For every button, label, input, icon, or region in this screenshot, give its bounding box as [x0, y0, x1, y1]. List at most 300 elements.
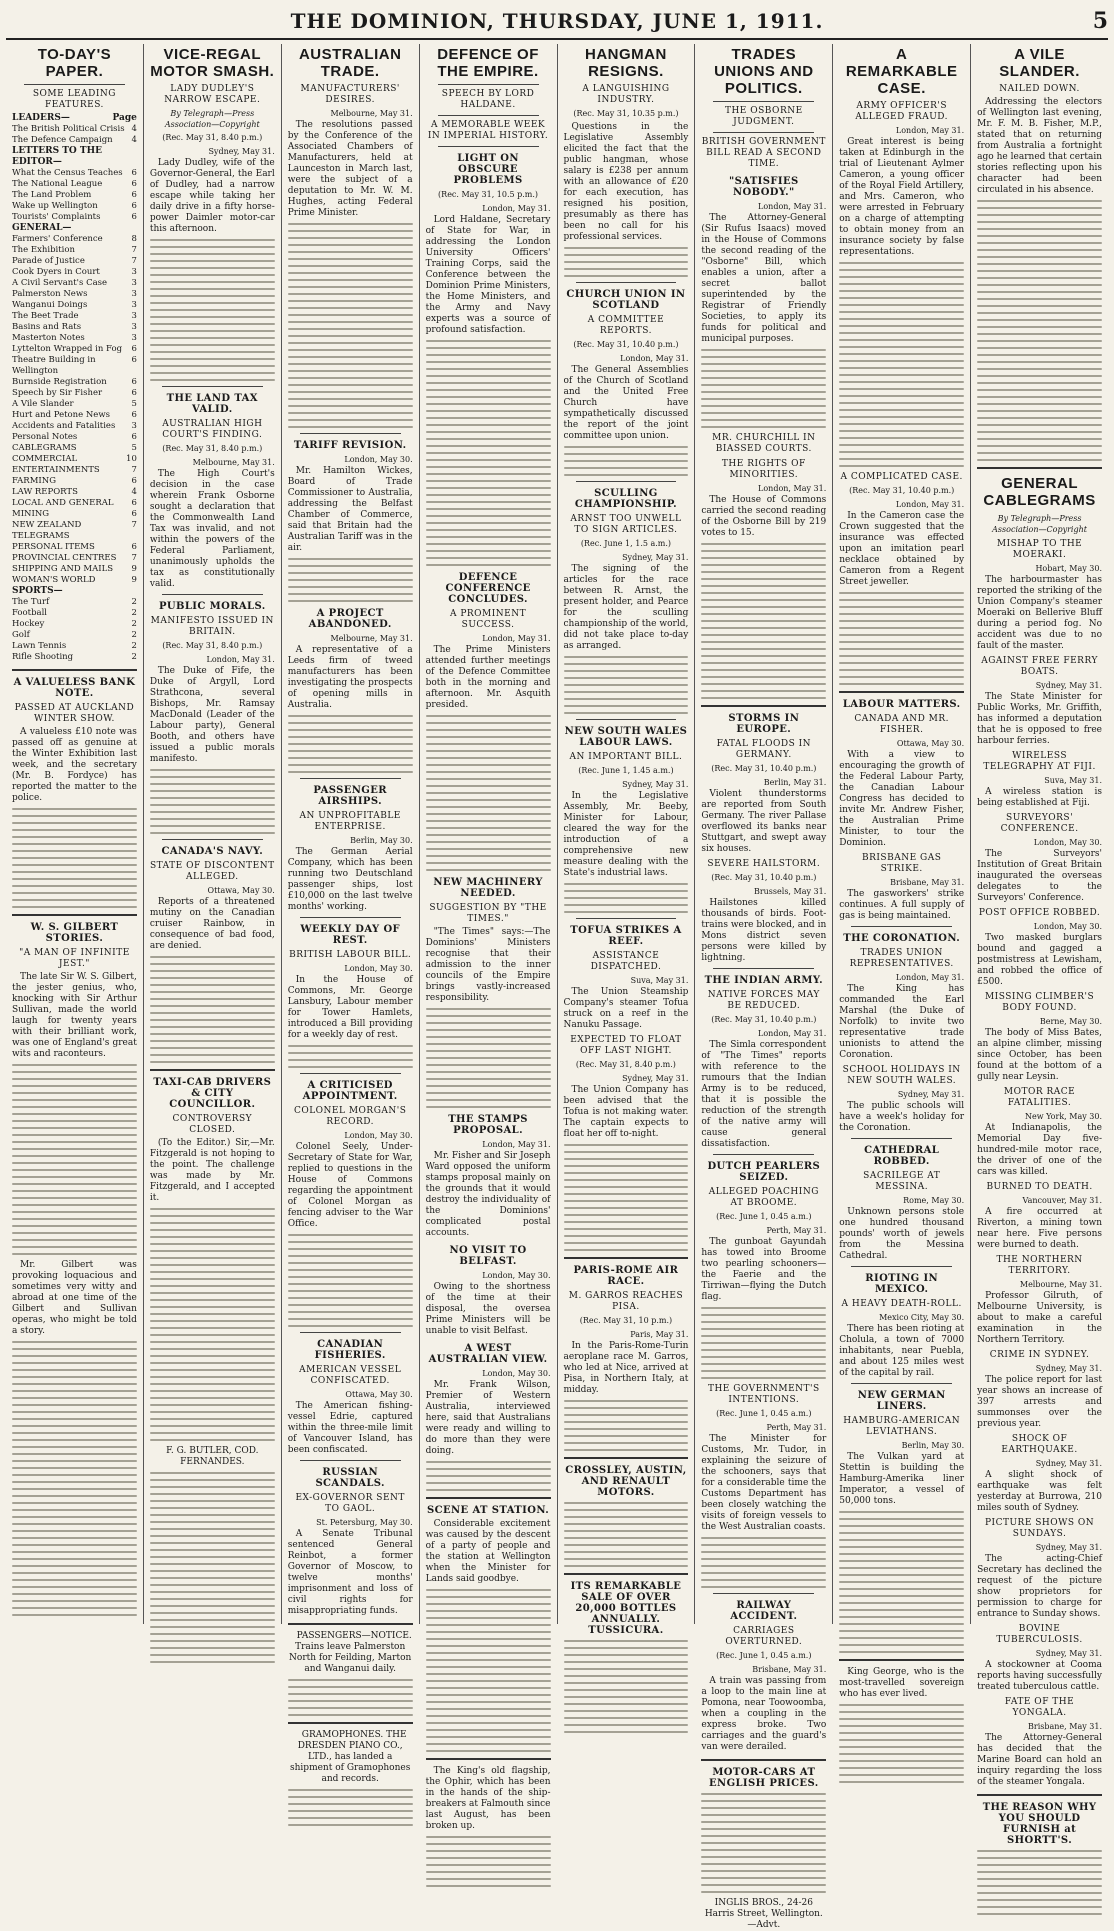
article-text: The Union Steamship Company's steamer Tofua struck on a reef in the Nanuku Passage.: [563, 987, 689, 1030]
article-heading: PUBLIC MORALS.: [158, 601, 266, 612]
contents-index-row: [12, 212, 137, 223]
contents-index-page: 6: [131, 168, 137, 178]
dateline: London, May 31.: [895, 500, 965, 509]
contents-index-page: 10: [126, 454, 137, 464]
article-subheading: A HEAVY DEATH-ROLL.: [841, 1299, 962, 1309]
article-text: In the House of Commons, Mr. George Lansbury, Labour member for Tower Hamlets, introduced a Bill providing for a weekly day of rest.: [287, 975, 413, 1040]
article-text: Mr. Frank Wilson, Premier of Western Australia, interviewed here, said that Australians were ready and willing to do more than they were doing.: [425, 1380, 551, 1456]
dateline: Sydney, May 31.: [622, 780, 689, 789]
contents-index-page: 6: [131, 190, 137, 200]
contents-index-title: Rifle Shooting: [12, 652, 74, 662]
article-subheading: ASSISTANCE DISPATCHED.: [590, 951, 662, 972]
article-text: Owing to the shortness of the time at their disposal, the oversea Prime Ministers will be unable to visit Belfast.: [425, 1282, 551, 1336]
article-text: The Prime Ministers attended further meetings of the Defence Committee both in the morning and afternoon. Mr. Asquith presided.: [425, 645, 551, 710]
article-text: At Indianapolis, the Memorial Day five-hundred-mile motor race, the driver of one of the cars was killed.: [977, 1123, 1102, 1177]
article-text: The Vulkan yard at Stettin is building the Hamburg-Amerika liner Imperator, a vessel of 50,000 tons.: [839, 1452, 965, 1506]
contents-index-page: 2: [131, 597, 137, 607]
contents-index-title: Palmerston News: [12, 289, 88, 299]
article-subheading: BURNED TO DEATH.: [986, 1182, 1093, 1192]
dateline: New York, May 30.: [1024, 1112, 1102, 1121]
advertisement: INGLIS BROS., 24-26 Harris Street, Wellington.—Advt.: [704, 1898, 823, 1930]
article-text: Two masked burglars bound and gagged a postmistress at Lewisham, and robbed the office of £500.: [977, 933, 1102, 987]
article-subheading: M. GARROS REACHES PISA.: [568, 1291, 684, 1312]
column-4: [420, 44, 558, 1831]
article-subheading: POST OFFICE ROBBED.: [978, 908, 1101, 918]
contents-index-row: [12, 201, 137, 212]
article-text: Great interest is being taken at Edinburgh in the trial of Lieutenant Aylmer Cameron, a young officer of the Royal Field Artillery, and Mrs. Cameron, who were arrested in February on a charge of attempting to obtain money from an insurance society by false representations.: [839, 137, 965, 257]
article-text: Lord Haldane, Secretary of State for War, in addressing the London University Officers' Training Corps, said the Conference between the Dominion Prime Ministers, the Home Ministers, and the Army and Navy experts was a source of profound satisfaction.: [425, 215, 551, 335]
article-text: In the Paris-Rome-Turin aeroplane race M. Garros, who led at Nice, arrived at Pisa, in Northern Italy, at midday.: [563, 1341, 689, 1395]
contents-index-page: 2: [131, 630, 137, 640]
article-heading: LABOUR MATTERS.: [842, 699, 961, 710]
article-heading: CATHEDRAL ROBBED.: [864, 1145, 940, 1167]
article-subheading: AN UNPROFITABLE ENTERPRISE.: [299, 811, 401, 832]
dateline: Vancouver, May 31.: [1022, 1196, 1102, 1205]
article-heading: A PROJECT ABANDONED.: [308, 608, 392, 630]
contents-index-page: 3: [131, 333, 137, 343]
article-subheading: BOVINE TUBERCULOSIS.: [996, 1624, 1083, 1645]
dateline: Melbourne, May 31.: [192, 458, 275, 467]
article-subheading: PASSED AT AUCKLAND WINTER SHOW.: [14, 703, 135, 724]
contents-index-row: [12, 476, 137, 487]
contents-index-page: 6: [131, 498, 137, 508]
contents-index-title: Speech by Sir Fisher: [12, 388, 103, 398]
dateline: Brisbane, May 31.: [752, 1665, 827, 1674]
article-text: A slight shock of earthquake was felt yesterday at Burrowa, 210 miles south of Sydney.: [977, 1470, 1102, 1513]
contents-index-title: The National League: [12, 179, 103, 189]
contents-index-row: [12, 520, 137, 542]
article-subheading: THE NORTHERN TERRITORY.: [996, 1255, 1083, 1276]
article-heading: WEEKLY DAY OF REST.: [300, 924, 401, 946]
article-heading: NEW GERMAN LINERS.: [857, 1390, 946, 1412]
article-heading: TARIFF REVISION.: [293, 440, 407, 451]
contents-index-title: Lyttelton Wrapped in Fog: [12, 344, 123, 354]
contents-index-row: [12, 113, 137, 124]
contents-index-row: [12, 278, 137, 289]
dateline: Perth, May 31.: [766, 1226, 827, 1235]
contents-index-title: Football: [12, 608, 48, 618]
article-text: The Surveyors' Institution of Great Britain inaugurated the overseas delegates to the Surveyors' Conference.: [977, 849, 1102, 903]
article-text: The State Minister for Public Works, Mr. Griffith, has informed a deputation that he is opposed to free harbour ferries.: [977, 692, 1102, 746]
letter-signature: F. G. BUTLER, COD. FERNANDES.: [166, 1446, 259, 1467]
dateline: London, May 30.: [482, 1369, 551, 1378]
article-text: In the Legislative Assembly, Mr. Beeby, Minister for Labour, cleared the way for the introduction of a comprehensive new measure dealing with the State's industrial laws.: [563, 791, 689, 878]
article-heading: CANADA'S NAVY.: [161, 846, 264, 857]
advertisement: GRAMOPHONES. THE DRESDEN PIANO CO., LTD., has landed a shipment of Gramophones and records.: [290, 1730, 411, 1784]
dateline: London, May 30.: [1033, 922, 1102, 931]
dateline: London, May 30.: [482, 1271, 551, 1280]
dateline: London, May 31.: [620, 354, 689, 363]
contents-index-title: Lawn Tennis: [12, 641, 67, 651]
article-text: The Minister for Customs, Mr. Tudor, in explaining the seizure of the schooners, says that for a considerable time the Customs Department has been closely watching the visits of foreign vessels to the West Australian coasts.: [701, 1434, 827, 1532]
article-subheading: BRITISH GOVERNMENT BILL READ A SECOND TIME.: [701, 137, 826, 169]
contents-index-page: 8: [131, 234, 137, 244]
advertisement: MOTOR-CARS AT ENGLISH PRICES.: [709, 1767, 819, 1789]
contents-index-row: [12, 608, 137, 619]
article-heading: DEFENCE OF THE EMPIRE.: [437, 46, 539, 80]
contents-index-title: Basins and Rats: [12, 322, 82, 332]
article-subheading: AGAINST FREE FERRY BOATS.: [981, 656, 1098, 677]
article-heading: SCULLING CHAMPIONSHIP.: [574, 488, 678, 510]
contents-index-row: [12, 289, 137, 300]
contents-index-row: [12, 597, 137, 608]
article-subheading: LIGHT ON OBSCURE PROBLEMS: [453, 153, 523, 186]
article-heading: THE INDIAN ARMY.: [704, 975, 824, 986]
page-number: 5: [1092, 8, 1108, 34]
contents-index-page: 4: [131, 487, 137, 497]
contents-index-page: 7: [131, 553, 137, 563]
column-6: [695, 44, 833, 1930]
todays-paper-heading: TO-DAY'S PAPER.: [37, 46, 112, 80]
article-text: With a view to encouraging the growth of the Federal Labour Party, the Canadian Labour Congress has decided to invite Mr. Andrew Fisher, the Australian Prime Minister, to tour the Dominion.: [839, 750, 965, 848]
article-text: The American fishing-vessel Edrie, captured within the three-mile limit of Vancouver Island, has been confiscated.: [287, 1401, 413, 1455]
contents-index-title: LEADERS—: [12, 113, 70, 123]
received-line: (Rec. June 1, 1.45 a.m.): [578, 766, 674, 775]
dateline: Paris, May 31.: [630, 1330, 689, 1339]
received-line: (Rec. May 31, 10.40 p.m.): [711, 1015, 817, 1024]
contents-index-title: FARMING: [12, 476, 56, 486]
contents-index-title: LOCAL AND GENERAL: [12, 498, 114, 508]
contents-index-page: 2: [131, 619, 137, 629]
dateline: Sydney, May 31.: [1035, 1364, 1102, 1373]
dateline: Melbourne, May 31.: [330, 109, 413, 118]
contents-index-row: [12, 223, 137, 234]
contents-index-title: ENTERTAINMENTS: [12, 465, 100, 475]
article-heading: RUSSIAN SCANDALS.: [315, 1467, 385, 1489]
article-subheading: FATE OF THE YONGALA.: [1004, 1697, 1075, 1718]
contents-index-row: [12, 245, 137, 256]
contents-index-row: [12, 443, 137, 454]
contents-index-page: 6: [131, 542, 137, 552]
article-text: The police report for last year shows an increase of 397 arrests and summonses over the previous year.: [977, 1375, 1102, 1429]
column-1: [6, 44, 144, 1624]
article-heading: PARIS-ROME AIR RACE.: [573, 1265, 679, 1287]
contents-index-row: [12, 300, 137, 311]
article-heading: DEFENCE CONFERENCE CONCLUDES.: [445, 572, 531, 605]
contents-index-row: [12, 256, 137, 267]
article-text: A valueless £10 note was passed off as genuine at the Winter Exhibition last week, and the secretary (Mr. B. Fordyce) has reported the matter to the police.: [12, 727, 137, 803]
contents-index-row: [12, 630, 137, 641]
masthead: [6, 4, 1108, 40]
received-line: (Rec. May 31, 10.40 p.m.): [849, 486, 955, 495]
dateline: Berlin, May 30.: [901, 1441, 965, 1450]
contents-index-page: 6: [131, 179, 137, 189]
contents-index-title: CABLEGRAMS: [12, 443, 77, 453]
article-subheading: A COMMITTEE REPORTS.: [587, 315, 665, 336]
contents-index-page: 5: [131, 399, 137, 409]
dateline: Berlin, May 30.: [350, 836, 413, 845]
contents-index-page: 9: [131, 564, 137, 574]
article-heading: A REMARKABLE CASE.: [845, 46, 958, 97]
contents-index-title: The British Political Crisis: [12, 124, 125, 134]
article-text: The public schools will have a week's holiday for the Coronation.: [839, 1101, 965, 1133]
contents-index: [12, 113, 137, 663]
contents-index-row: [12, 586, 137, 597]
contents-index-row: [12, 168, 137, 179]
contents-index-row: [12, 124, 137, 135]
dateline: Sydney, May 31.: [897, 1090, 965, 1099]
contents-index-page: Page: [112, 113, 137, 123]
contents-index-title: Hurt and Petone News: [12, 410, 110, 420]
contents-index-title: Personal Notes: [12, 432, 78, 442]
contents-index-title: Parade of Justice: [12, 256, 85, 266]
contents-index-title: NEW ZEALAND TELEGRAMS: [12, 520, 82, 541]
article-heading: HANGMAN RESIGNS.: [585, 46, 667, 80]
contents-index-page: 9: [131, 575, 137, 585]
article-subheading: ALLEGED POACHING AT BROOME.: [708, 1187, 819, 1208]
article-subheading: MOTOR RACE FATALITIES.: [1003, 1087, 1076, 1108]
received-line: (Rec. May 31, 10 p.m.): [579, 1316, 673, 1325]
article-subheading: CANADA AND MR. FISHER.: [854, 714, 949, 735]
article-subheading: AMERICAN VESSEL CONFISCATED.: [299, 1365, 402, 1386]
article-subheading: SURVEYORS' CONFERENCE.: [1000, 813, 1079, 834]
contents-index-title: GENERAL—: [12, 223, 72, 233]
received-line: (Rec. May 31, 8.40 p.m.): [162, 133, 263, 142]
contents-index-row: [12, 454, 137, 465]
article-subheading: PICTURE SHOWS ON SUNDAYS.: [984, 1518, 1095, 1539]
article-subheading: MANIFESTO ISSUED IN BRITAIN.: [150, 616, 274, 637]
advertisement: PASSENGERS—NOTICE. Trains leave Palmerston North for Feilding, Marton and Wanganui daily.: [289, 1631, 412, 1674]
contents-index-page: 6: [131, 201, 137, 211]
article-subheading: CRIME IN SYDNEY.: [989, 1350, 1090, 1360]
article-text: The body of Miss Bates, an alpine climber, missing since October, has been found at the bottom of a gully near Leysin.: [977, 1028, 1102, 1082]
contents-index-page: 6: [131, 355, 137, 365]
contents-index-row: [12, 619, 137, 630]
article-subheading: MR. CHURCHILL IN BIASSED COURTS.: [712, 433, 816, 454]
article-text: Reports of a threatened mutiny on the Canadian cruiser Rainbow, in consequence of bad food, are denied.: [149, 897, 275, 951]
contents-index-page: 6: [131, 509, 137, 519]
column-5: [558, 44, 696, 1636]
contents-index-title: Masterton Notes: [12, 333, 85, 343]
article-heading: VICE-REGAL MOTOR SMASH.: [150, 46, 275, 80]
article-heading: RIOTING IN MEXICO.: [865, 1273, 939, 1295]
dateline: Ottawa, May 30.: [345, 1390, 413, 1399]
contents-index-page: 6: [131, 388, 137, 398]
contents-index-page: 7: [131, 520, 137, 530]
contents-index-row: [12, 179, 137, 190]
article-heading: RAILWAY ACCIDENT.: [730, 1600, 798, 1622]
dateline: Melbourne, May 31.: [330, 634, 413, 643]
article-subheading: THE OSBORNE JUDGMENT.: [724, 106, 803, 127]
article-heading: NEW MACHINERY NEEDED.: [433, 877, 543, 899]
received-line: (Rec. June 1, 0.45 a.m.): [716, 1212, 812, 1221]
article-subheading: "SATISFIES NOBODY.": [729, 176, 799, 198]
cablegrams-heading: GENERAL CABLEGRAMS: [983, 475, 1096, 509]
article-subheading: A COMPLICATED CASE.: [840, 472, 963, 482]
contents-index-page: 5: [131, 443, 137, 453]
contents-index-title: MINING: [12, 509, 50, 519]
received-line: (Rec. May 31, 8.40 p.m.): [575, 1060, 676, 1069]
article-text: Violent thunderstorms are reported from South Germany. The river Pallase overflowed its banks near Stuttgart, and swept away six houses.: [701, 789, 827, 854]
contents-index-page: 7: [131, 256, 137, 266]
article-text: The gunboat Gayundah has towed into Broome two pearling schooners—the Faerie and the Tirriwan—flying the Dutch flag.: [701, 1237, 827, 1302]
article-text: Questions in the Legislative Assembly elicited the fact that the public hangman, whose salary is £238 per annum with an allowance of £20 for each execution, has resigned his position, presumably as there has been no call for his professional services.: [563, 122, 689, 242]
article-text: A Senate Tribunal sentenced General Reinbot, a former Governor of Moscow, to twelve months' imprisonment and loss of civil rights for misappropriating funds.: [287, 1529, 413, 1616]
byline: By Telegraph—Press Association—Copyright: [164, 109, 260, 129]
contents-index-title: WOMAN'S WORLD: [12, 575, 96, 585]
article-heading: W. S. GILBERT STORIES.: [30, 922, 119, 944]
contents-index-title: Farmers' Conference: [12, 234, 103, 244]
contents-index-title: LAW REPORTS: [12, 487, 78, 497]
dateline: Sydney, May 31.: [1035, 681, 1102, 690]
dateline: Melbourne, May 31.: [1019, 1280, 1102, 1289]
article-text: The German Aerial Company, which has been running two Deutschland passenger ships, lost £10,000 on the last twelve months' working.: [287, 847, 413, 912]
contents-index-page: 6: [131, 432, 137, 442]
contents-index-row: [12, 641, 137, 652]
article-subheading: HAMBURG-AMERICAN LEVIATHANS.: [843, 1416, 961, 1437]
contents-index-row: [12, 575, 137, 586]
dateline: Hobart, May 30.: [1035, 564, 1102, 573]
contents-index-title: Tourists' Complaints: [12, 212, 101, 222]
article-text: A stockowner at Cooma reports having successfully treated tuberculous cattle.: [977, 1660, 1102, 1692]
dateline: Sydney, May 31.: [1035, 1459, 1102, 1468]
contents-index-title: Cook Dyers in Court: [12, 267, 100, 277]
article-subheading: NATIVE FORCES MAY BE REDUCED.: [707, 990, 820, 1011]
contents-index-title: Hockey: [12, 619, 45, 629]
article-heading: PASSENGER AIRSHIPS.: [313, 785, 387, 807]
contents-index-title: A Vile Slander: [12, 399, 74, 409]
contents-index-page: 3: [131, 278, 137, 288]
dateline: London, May 31.: [482, 634, 551, 643]
contents-index-row: [12, 388, 137, 399]
article-text: (To the Editor.) Sir,—Mr. Fitzgerald is not hoping to the point. The challenge was made by Mr. Fitzgerald, and I accepted it.: [149, 1138, 275, 1203]
article-text: The signing of the articles for the race between R. Arnst, the present holder, and Pearce for the sculling championship of the world, did not take place to-day as arranged.: [563, 564, 689, 651]
contents-index-title: SPORTS—: [12, 586, 63, 596]
article-subheading: "A MAN OF INFINITE JEST.": [19, 948, 130, 969]
contents-index-row: [12, 509, 137, 520]
column-2: [144, 44, 282, 1624]
contents-index-row: [12, 311, 137, 322]
article-text: The harbourmaster has reported the striking of the Union Company's steamer Moeraki on Bellerive Bluff during a period fog. No accident was due to no fault of the master.: [977, 575, 1102, 651]
dateline: Sydney, May 31.: [1035, 1543, 1102, 1552]
article-text: In the Cameron case the Crown suggested that the insurance was effected upon an imitation pearl necklace obtained by Cameron from a Regent Street jeweller.: [839, 511, 965, 587]
contents-index-row: [12, 267, 137, 278]
contents-index-row: [12, 135, 137, 146]
received-line: (Rec. May 31, 10.40 p.m.): [573, 340, 679, 349]
contents-index-row: [12, 234, 137, 245]
contents-index-row: [12, 421, 137, 432]
received-line: (Rec. June 1, 0.45 a.m.): [716, 1409, 812, 1418]
contents-index-page: 7: [131, 465, 137, 475]
received-line: (Rec. May 31, 8.40 p.m.): [162, 444, 263, 453]
article-subheading: A MEMORABLE WEEK IN IMPERIAL HISTORY.: [427, 120, 549, 141]
contents-index-page: 3: [131, 289, 137, 299]
article-text: Mr. Hamilton Wickes, Board of Trade Commissioner to Australia, addressing the Belfast Chamber of Commerce, said that Britain had the Australian Tariff was in the air.: [287, 466, 413, 553]
article-text: The Attorney-General (Sir Rufus Isaacs) moved in the House of Commons the second reading of the "Osborne" Bill, which enables a union, after a secret ballot superintended by the Registrar of Friendly Societies, to apply its funds for political and municipal purposes.: [701, 213, 827, 344]
article-heading: TOFUA STRIKES A REEF.: [570, 925, 682, 947]
dateline: Sydney, May 31.: [208, 147, 275, 156]
contents-index-title: What the Census Teaches: [12, 168, 123, 178]
article-subheading: COLONEL MORGAN'S RECORD.: [293, 1106, 407, 1127]
dateline: Suva, May 31.: [1044, 776, 1102, 785]
contents-index-page: 6: [131, 377, 137, 387]
received-line: (Rec. May 31, 10.40 p.m.): [711, 764, 817, 773]
contents-index-row: [12, 498, 137, 509]
contents-index-row: [12, 564, 137, 575]
dateline: Sydney, May 31.: [622, 1074, 689, 1083]
contents-index-page: 6: [131, 476, 137, 486]
article-text: The General Assemblies of the Church of Scotland and the United Free Church have sympathetically discussed the report of the joint committee upon union.: [563, 365, 689, 441]
dateline: London, May 31.: [482, 1140, 551, 1149]
article-subheading: FATAL FLOODS IN GERMANY.: [716, 739, 812, 760]
dateline: Brisbane, May 31.: [1028, 1722, 1102, 1731]
article-heading: NO VISIT TO BELFAST.: [449, 1245, 527, 1267]
article-subheading: THE RIGHTS OF MINORITIES.: [721, 459, 806, 480]
article-text: A train was passing from a loop to the main line at Pomona, near Toowoomba, when a coupling in the express broke. Two carriages and the guard's van were derailed.: [701, 1676, 827, 1752]
article-heading: THE CORONATION.: [843, 933, 961, 944]
received-line: (Rec. June 1, 0.45 a.m.): [716, 1651, 812, 1660]
dateline: London, May 31.: [758, 1029, 827, 1038]
contents-index-page: 6: [131, 344, 137, 354]
article-text: A wireless station is being established at Fiji.: [977, 787, 1102, 808]
dateline: London, May 31.: [206, 655, 275, 664]
dateline: London, May 31.: [895, 126, 965, 135]
article-text: Considerable excitement was caused by the descent of a party of people and the station at Wellington when the Minister for Lands said goodbye.: [425, 1519, 551, 1584]
article-heading: CHURCH UNION IN SCOTLAND: [566, 289, 686, 311]
contents-index-page: 2: [131, 641, 137, 651]
dateline: St. Petersburg, May 30.: [316, 1518, 413, 1527]
article-subheading: LADY DUDLEY'S NARROW ESCAPE.: [164, 84, 261, 105]
masthead-title: THE DOMINION, THURSDAY, JUNE 1, 1911.: [290, 9, 824, 33]
article-subheading: A PROMINENT SUCCESS.: [449, 609, 527, 630]
article-subheading: BRITISH LABOUR BILL.: [289, 950, 412, 960]
article-subheading: CARRIAGES OVERTURNED.: [725, 1626, 803, 1647]
contents-index-title: The Exhibition: [12, 245, 75, 255]
dateline: Rome, May 30.: [903, 1196, 965, 1205]
column-7: [833, 44, 971, 1699]
article-subheading: SACRILEGE AT MESSINA.: [863, 1171, 941, 1192]
contents-index-title: A Civil Servant's Case: [12, 278, 108, 288]
contents-index-title: SHIPPING AND MAILS: [12, 564, 114, 574]
article-text: The resolutions passed by the Conference of the Associated Chambers of Manufacturers, held at Launceston in March last, were the subject of a deputation to Mr. W. M. Hughes, acting Federal Prime Minister.: [287, 120, 413, 218]
article-subheading: A LANGUISHING INDUSTRY.: [582, 84, 670, 105]
received-line: (Rec. May 31, 8.40 p.m.): [162, 641, 263, 650]
columns: [6, 44, 1108, 1930]
article-text: The Union Company has been advised that the Tofua is not making water. The captain expects to float her off to-night.: [563, 1085, 689, 1139]
dateline: Ottawa, May 30.: [207, 886, 275, 895]
article-text: Mr. Gilbert was provoking loquacious and sometimes very witty and abroad at one time of the Gilbert and Sullivan operas, who might be told a story.: [12, 1260, 137, 1336]
contents-index-title: PERSONAL ITEMS: [12, 542, 95, 552]
article-subheading: TRADES UNION REPRESENTATIVES.: [849, 948, 954, 969]
contents-index-title: PROVINCIAL CENTRES: [12, 553, 117, 563]
received-line: (Rec. May 31, 10.5 p.m.): [438, 190, 539, 199]
article-text: There has been rioting at Cholula, a town of 7000 inhabitants, near Puebla, and about 125 miles west of the capital by rail.: [839, 1324, 965, 1378]
article-subheading: MISSING CLIMBER'S BODY FOUND.: [984, 992, 1095, 1013]
contents-index-row: [12, 146, 137, 168]
dateline: Berne, May 30.: [1039, 1017, 1102, 1026]
contents-index-title: Burnside Registration: [12, 377, 107, 387]
article-text: The King has commanded the Earl Marshal (the Duke of Norfolk) to invite two representative trade unionists to attend the Coronation.: [839, 984, 965, 1060]
contents-index-title: The Defence Campaign: [12, 135, 113, 145]
article-heading: TRADES UNIONS AND POLITICS.: [714, 46, 814, 97]
article-heading: DUTCH PEARLERS SEIZED.: [707, 1161, 821, 1183]
contents-index-row: [12, 190, 137, 201]
contents-index-title: Accidents and Fatalities: [12, 421, 116, 431]
contents-index-page: 3: [131, 421, 137, 431]
contents-index-row: [12, 322, 137, 333]
contents-index-page: 3: [131, 311, 137, 321]
article-text: The Attorney-General has decided that the Marine Board can hold an inquiry regarding the loss of the steamer Yongala.: [977, 1733, 1102, 1787]
contents-index-row: [12, 333, 137, 344]
contents-index-title: Theatre Building in Wellington: [12, 355, 96, 376]
article-subheading: BRISBANE GAS STRIKE.: [861, 853, 942, 874]
contents-index-row: [12, 487, 137, 498]
article-subheading: ARNST TOO UNWELL TO SIGN ARTICLES.: [570, 514, 682, 535]
dateline: London, May 30.: [344, 964, 413, 973]
article-text: A representative of a Leeds firm of tweed manufacturers has been investigating the prospects of opening mills in Australia.: [287, 645, 413, 710]
article-text: The late Sir W. S. Gilbert, the jester genius, who, knocking with Sir Arthur Sullivan, made the world laugh for twenty years with their brilliant work, was one of England's great wits and raconteurs.: [12, 972, 137, 1059]
contents-index-row: [12, 355, 137, 377]
